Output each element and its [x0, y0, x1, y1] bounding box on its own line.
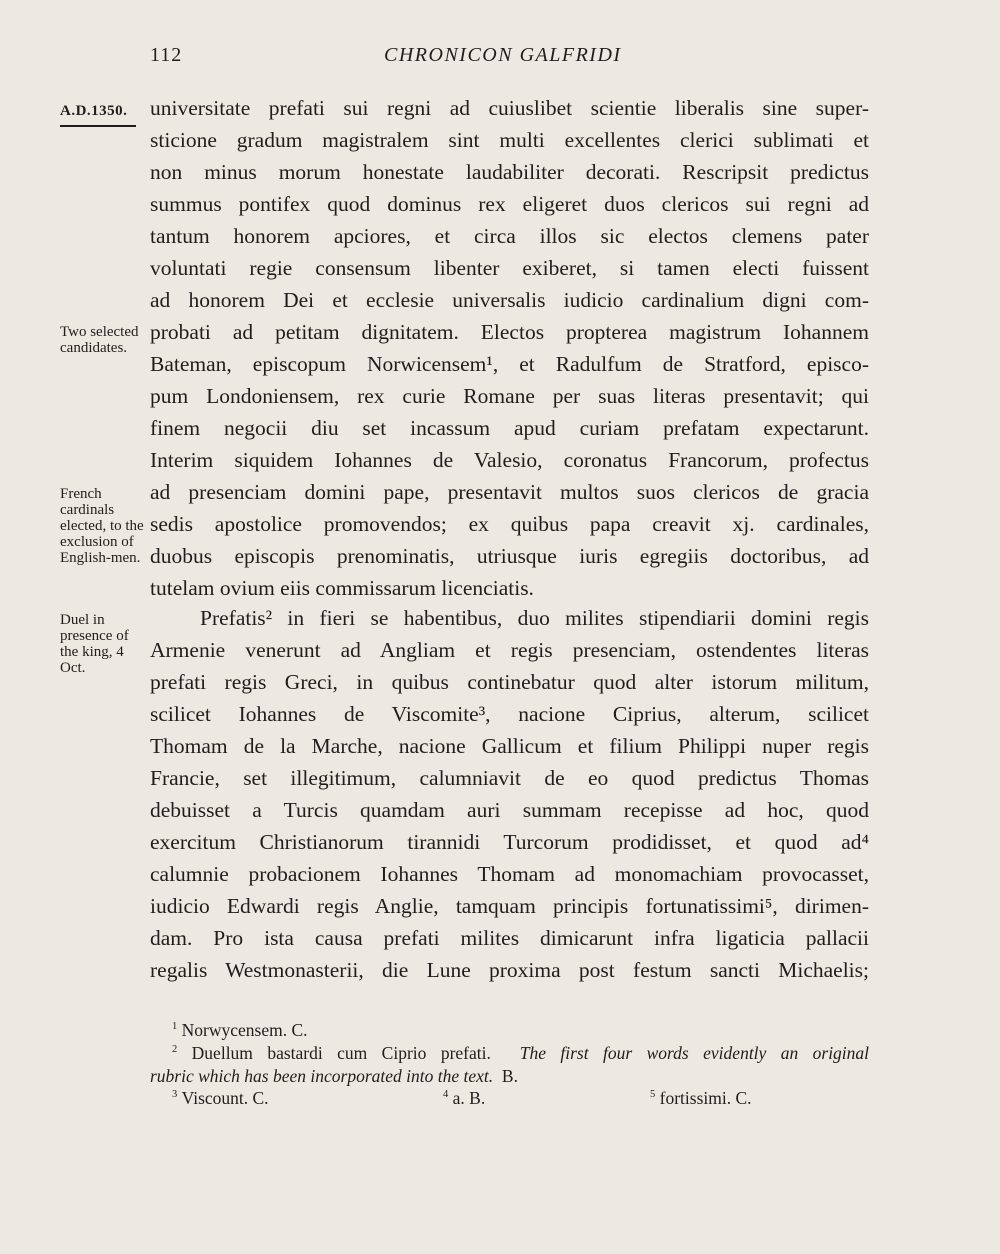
body-line: Armenie venerunt ad Angliam et regis presenciam, ostendentes literas: [150, 638, 869, 662]
body-line: ad presenciam domini pape, presentavit multos suos clericos de gracia: [150, 480, 869, 504]
body-line: duobus episcopis prenominatis, utriusque iuris egregiis doctoribus, ad: [150, 544, 869, 568]
body-line: dam. Pro ista causa prefati milites dimicarunt infra ligaticia pallacii: [150, 926, 869, 950]
body-line: non minus morum honestate laudabiliter decorati. Rescripsit predictus: [150, 160, 869, 184]
body-line: probati ad petitam dignitatem. Electos propterea magistrum Iohannem: [150, 320, 869, 344]
body-line: regalis Westmonasterii, die Lune proxima post festum sancti Michaelis;: [150, 958, 869, 982]
body-line: calumnie probacionem Iohannes Thomam ad monomachiam provocasset,: [150, 862, 869, 886]
body-line: Francie, set illegitimum, calumniavit de eo quod predictus Thomas: [150, 766, 869, 790]
body-line: Bateman, episcopum Norwicensem¹, et Radulfum de Stratford, episco-: [150, 352, 869, 376]
body-line: pum Londoniensem, rex curie Romane per suas literas presentavit; qui: [150, 384, 869, 408]
margin-rule: [60, 125, 136, 127]
body-line: exercitum Christianorum tirannidi Turcorum prodidisset, et quod ad⁴: [150, 830, 869, 854]
body-line: Thomam de la Marche, nacione Gallicum et filium Philippi nuper regis: [150, 734, 869, 758]
sidenote-french-cardinals: French cardinals elected, to the exclusion of English-men.: [60, 486, 144, 566]
footnote-4: $^4$ a. B.: [443, 1088, 486, 1108]
body-line: Prefatis² in fieri se habentibus, duo milites stipendiarii domini regis: [200, 606, 869, 630]
body-line: sticione gradum magistralem sint multi excellentes clerici sublimati et: [150, 128, 869, 152]
body-line: scilicet Iohannes de Viscomite³, nacione Ciprius, alterum, scilicet: [150, 702, 869, 726]
footnote-2: $^2$ Duellum bastardi cum Ciprio prefati. The first four words evidently an original: [172, 1043, 870, 1063]
footnote-2-continued: rubric which has been incorporated into the text. B.: [150, 1066, 518, 1086]
body-line: summus pontifex quod dominus rex eligeret duos clericos sui regni ad: [150, 192, 869, 216]
body-line: tutelam ovium eiis commissarum licenciatis.: [150, 576, 534, 600]
footnote-5: $^5$ fortissimi. C.: [650, 1088, 752, 1108]
body-line: debuisset a Turcis quamdam auri summam recepisse ad hoc, quod: [150, 798, 869, 822]
footnote-1: $^1$ Norwycensem. C.: [172, 1020, 308, 1040]
sidenote-duel: Duel in presence of the king, 4 Oct.: [60, 612, 129, 676]
body-line: tantum honorem apciores, et circa illos sic electos clemens pater: [150, 224, 869, 248]
body-line: finem negocii diu set incassum apud curiam prefatam expectarunt.: [150, 416, 869, 440]
sidenote-selected-candidates: Two selected candidates.: [60, 324, 139, 356]
footnote-3: $^3$ Viscount. C.: [172, 1088, 269, 1108]
body-line: iudicio Edwardi regis Anglie, tamquam principis fortunatissimi⁵, dirimen-: [150, 894, 869, 918]
body-line: ad honorem Dei et ecclesie universalis iudicio cardinalium digni com-: [150, 288, 869, 312]
margin-date: A.D.1350.: [60, 103, 128, 119]
body-line: Interim siquidem Iohannes de Valesio, coronatus Francorum, profectus: [150, 448, 869, 472]
body-line: prefati regis Greci, in quibus continebatur quod alter istorum militum,: [150, 670, 869, 694]
body-line: universitate prefati sui regni ad cuiuslibet scientie liberalis sine super-: [150, 96, 869, 120]
page-number: 112: [150, 44, 183, 66]
running-head: CHRONICON GALFRIDI: [384, 44, 622, 66]
body-line: sedis apostolice promovendos; ex quibus papa creavit xj. cardinales,: [150, 512, 869, 536]
body-line: voluntati regie consensum libenter exiberet, si tamen electi fuissent: [150, 256, 869, 280]
